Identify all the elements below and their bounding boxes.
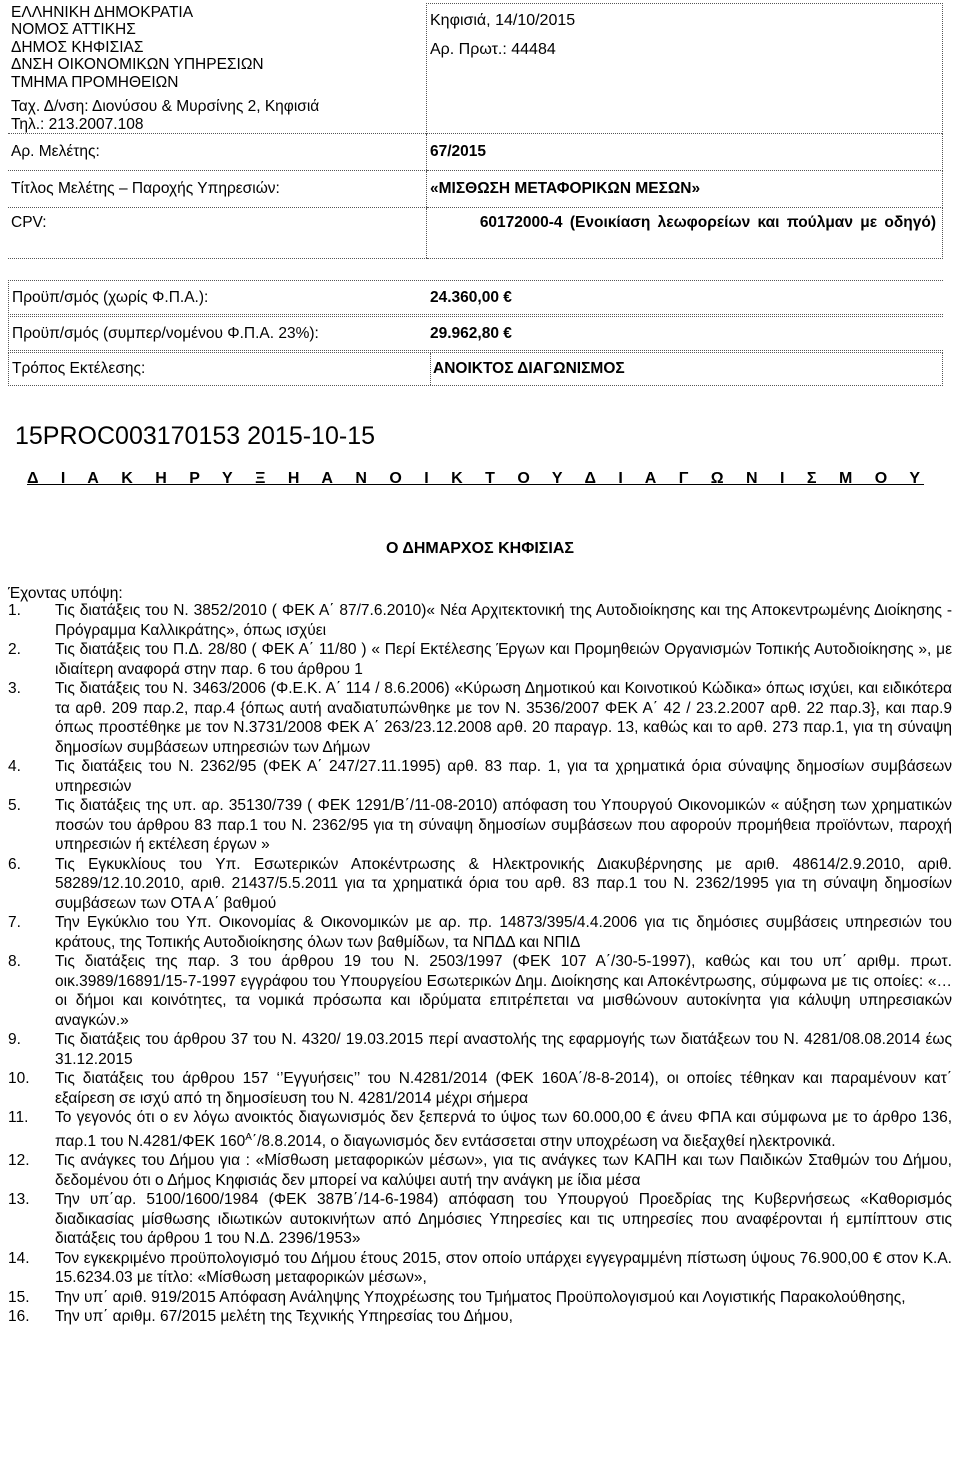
item-number: 15. bbox=[8, 1288, 30, 1306]
study-number-value: 67/2015 bbox=[427, 134, 943, 171]
budget-label: Προϋπ/σμός (χωρίς Φ.Π.Α.): bbox=[12, 288, 209, 306]
list-item bbox=[8, 952, 952, 1030]
item-number: 16. bbox=[8, 1308, 30, 1326]
cpv-label: CPV: bbox=[8, 208, 427, 259]
list-item bbox=[8, 1030, 952, 1069]
org-line: ΝΟΜΟΣ ΑΤΤΙΚΗΣ bbox=[11, 21, 136, 38]
cpv-value: 60172000-4 (Ενοικίαση λεωφορείων και πούλμαν με οδηγό) bbox=[427, 208, 943, 259]
org-line: ΤΜΗΜΑ ΠΡΟΜΗΘΕΙΩΝ bbox=[11, 73, 179, 91]
list-item bbox=[8, 1108, 952, 1151]
study-title-value: «ΜΙΣΘΩΣΗ ΜΕΤΑΦΟΡΙΚΩΝ ΜΕΣΩΝ» bbox=[427, 171, 943, 208]
budget-value: 24.360,00 € bbox=[430, 288, 512, 306]
item-text-superscript: Α bbox=[245, 1131, 252, 1143]
execution-method-row bbox=[8, 352, 943, 386]
list-item bbox=[8, 640, 952, 679]
list-item bbox=[8, 855, 952, 914]
item-number: 4. bbox=[8, 758, 21, 775]
list-item bbox=[8, 913, 952, 952]
study-number-row bbox=[8, 134, 943, 171]
list-item bbox=[8, 1151, 952, 1190]
item-number: 7. bbox=[8, 914, 21, 931]
item-text: Τις διατάξεις του Ν. 2362/95 (ΦΕΚ Α΄ 247/27.11.1995) αρθ. 83 παρ. 1, για τα χρηματικά όρια σύναψης δημοσίων συμβάσεων υπηρεσιών bbox=[55, 758, 952, 795]
item-text: Την υπ΄ αριθ. 919/2015 Απόφαση Ανάληψης Υποχρέωσης του Τμήματος Προϋπολογισμού και Λογιστικής Παρακολούθησης, bbox=[55, 1288, 906, 1306]
phone-line: Τηλ.: 213.2007.108 bbox=[11, 115, 144, 133]
item-text: Την υπ΄αρ. 5100/1600/1984 (ΦΕΚ 387Β΄/14-6-1984) απόφαση του Υπουργού Προεδρίας της Κυβερνήσεως «Καθορισμός διαδικασίας μίσθωσης ιδιωτικών αυτοκινήτων από Δημόσιες Υπηρεσίες και τις υπηρεσίες που αναφέρονται ή εμπίπτουν στις διατάξεις του άρθρου 1 του Ν.Δ. 2396/1953» bbox=[55, 1191, 952, 1248]
list-item bbox=[8, 1249, 952, 1288]
cpv-row bbox=[8, 208, 943, 259]
list-item bbox=[8, 1190, 952, 1249]
item-number: 12. bbox=[8, 1152, 30, 1170]
item-number: 2. bbox=[8, 641, 21, 658]
header-org-block bbox=[8, 4, 427, 134]
item-number: 13. bbox=[8, 1191, 30, 1209]
procurement-id: 15PROC003170153 2015-10-15 bbox=[15, 422, 375, 450]
header-table bbox=[8, 3, 943, 259]
study-title-label: Τίτλος Μελέτης – Παροχής Υπηρεσιών: bbox=[8, 171, 427, 208]
protocol-number: Αρ. Πρωτ.: 44484 bbox=[430, 40, 556, 58]
document-title bbox=[8, 470, 943, 488]
item-text: Τις διατάξεις της παρ. 3 του άρθρου 19 του Ν. 2503/1997 (ΦΕΚ 107 Α΄/30-5-1997), καθώς και του υπ΄ αριθμ. πρωτ. οικ.3989/16891/15-7-1997 εγγράφου του Υπουργείου Εσωτερικών Δημ. Διοίκησης και Αποκέντρωσης, σύμφωνα με τις οποίες: «…οι δήμοι και κοινότητες, τα νομικά πρόσωπα και ιδρύματα επιτρέπεται να μισθώνουν αυτοκίνητα για κάλυψη υπηρεσιακών αναγκών.» bbox=[55, 953, 952, 1029]
mayor-heading: Ο ΔΗΜΑΡΧΟΣ ΚΗΦΙΣΙΑΣ bbox=[386, 540, 574, 557]
header-org-row bbox=[8, 4, 943, 134]
item-text bbox=[55, 1108, 952, 1151]
item-number: 1. bbox=[8, 602, 21, 619]
item-number: 11. bbox=[8, 1109, 29, 1126]
address-line: Ταχ. Δ/νση: Διονύσου & Μυρσίνης 2, Κηφισιά bbox=[11, 98, 320, 115]
considerations-list bbox=[8, 601, 952, 1327]
item-text-part: Το γεγονός ότι ο εν λόγω ανοικτός διαγωνισμός δεν ξεπερνά το ύψος των 60.000,00 € άνευ ΦΠΑ και σύμφωνα με το άρθρο 136, παρ.1 του Ν.4281/ΦΕΚ 160 bbox=[55, 1109, 952, 1150]
budget-vat-row bbox=[8, 316, 943, 351]
item-number: 6. bbox=[8, 855, 21, 873]
org-line: ΔΝΣΗ ΟΙΚΟΝΟΜΙΚΩΝ ΥΠΗΡΕΣΙΩΝ bbox=[11, 56, 264, 73]
budget-vat-value: 29.962,80 € bbox=[430, 324, 512, 342]
item-text: Τις διατάξεις του Π.Δ. 28/80 ( ΦΕΚ Α΄ 11/80 ) « Περί Εκτέλεσης Έργων και Προμηθειών Οργανισμών Τοπικής Αυτοδιοίκησης », με ιδιαίτερη αναφορά στην παρ. 6 του άρθρου 1 bbox=[55, 641, 952, 678]
org-line: ΔΗΜΟΣ ΚΗΦΙΣΙΑΣ bbox=[11, 38, 144, 56]
list-item bbox=[8, 601, 952, 640]
item-text-part: ΄/8.8.2014, ο διαγωνισμός δεν εντάσσεται στην υποχρέωση να διεξαχθεί ηλεκτρονικά. bbox=[251, 1132, 836, 1150]
list-item bbox=[8, 1307, 952, 1327]
item-text: Την υπ΄ αριθμ. 67/2015 μελέτη της Τεχνικής Υπηρεσίας του Δήμου, bbox=[55, 1308, 513, 1326]
item-text: Την Εγκύκλιο του Υπ. Οικονομίας & Οικονομικών με αρ. πρ. 14873/395/4.4.2006 για τις δημόσιες συμβάσεις υπηρεσιών του κράτους, της Τοπικής Αυτοδιοίκησης όλων των βαθμίδων, τα ΝΠΔΔ και ΝΠΙΔ bbox=[55, 914, 952, 951]
place-date: Κηφισιά, 14/10/2015 bbox=[430, 12, 576, 29]
item-text: Τις διατάξεις του άρθρου 37 του Ν. 4320/ 19.03.2015 περί αναστολής της εφαρμογής των διατάξεων του Ν. 4281/08.08.2014 έως 31.12.2015 bbox=[55, 1031, 952, 1068]
item-text: Τις διατάξεις του Ν. 3463/2006 (Φ.Ε.Κ. Α΄ 114 / 8.6.2006) «Κύρωση Δημοτικού και Κοινοτικού Κώδικα» όπως ισχύει, και ειδικότερα τα αρθ. 209 παρ.2, παρ.4 {όπως αυτή αναδιατυπώνθηκε με τον Ν. 3536/2007 ΦΕΚ Α΄ 42 / 23.2.2007 αρθ. 22 παρ.3}, και παρ.9 όπως προστέθηκε με τον Ν.3731/2008 ΦΕΚ Α΄ 263/23.12.2008 αρθ. 20 παραγρ. 13, καθώς και το αρθ. 273 παρ.1, για τη σύναψη δημοσίων συμβάσεων υπηρεσιών των Δήμων bbox=[55, 680, 952, 756]
item-text: Τον εγκεκριμένο προϋπολογισμό του Δήμου έτους 2015, στον οποίο υπάρχει εγγεγραμμένη πίστωση ύψους 76.900,00 € στον Κ.Α. 15.6234.03 με τίτλο: «Μίσθωση μεταφορικών μέσων», bbox=[55, 1249, 952, 1287]
item-number: 10. bbox=[8, 1070, 30, 1087]
item-number: 3. bbox=[8, 680, 21, 697]
list-item bbox=[8, 1069, 952, 1108]
study-number-label: Αρ. Μελέτης: bbox=[8, 134, 427, 171]
document-title-text: Δ Ι Α Κ Η Ρ Υ Ξ Η Α Ν Ο Ι Κ Τ Ο Υ Δ Ι Α Γ Ω Ν Ι Σ Μ Ο Υ bbox=[26, 470, 925, 487]
date-protocol-block bbox=[427, 4, 943, 134]
item-text: Τις διατάξεις της υπ. αρ. 35130/739 ( ΦΕΚ 1291/Β΄/11-08-2010) απόφαση του Υπουργού Οικονομικών « αύξηση των χρηματικών ποσών του άρθρου 83 παρ.1 του Ν. 2362/95 για τη σύναψη δημοσίων συμβάσεων που αφορούν προμήθεια προϊόντων, παροχή υπηρεσιών ή εκτέλεση έργων » bbox=[55, 797, 952, 853]
item-text: Τις Εγκυκλίους του Υπ. Εσωτερικών Αποκέντρωσης & Ηλεκτρονικής Διακυβέρνησης με αριθ. 48614/2.9.2010, αριθ. 58289/12.10.2010, αριθ. 21437/5.5.2011 για τα χρηματικά όρια του αρθ. 83 παρ.1 του Ν. 2362/1995 για τη σύναψη δημοσίων συμβάσεων των ΟΤΑ Α΄ βαθμού bbox=[55, 855, 952, 912]
budget-block bbox=[8, 280, 943, 386]
budget-vat-label: Προϋπ/σμός (συμπερ/νομένου Φ.Π.Α. 23%): bbox=[12, 324, 319, 342]
budget-row bbox=[8, 280, 943, 315]
item-text: Τις διατάξεις του Ν. 3852/2010 ( ΦΕΚ Α΄ 87/7.6.2010)« Νέα Αρχιτεκτονική της Αυτοδιοίκησης και της Αποκεντρωμένης Διοίκησης - Πρόγραμμα Καλλικράτης», όπως ισχύει bbox=[55, 602, 952, 639]
item-number: 9. bbox=[8, 1031, 21, 1048]
org-line: ΕΛΛΗΝΙΚΗ ΔΗΜΟΚΡΑΤΙΑ bbox=[11, 3, 194, 21]
whereas-heading: Έχοντας υπόψη: bbox=[8, 585, 123, 602]
list-item bbox=[8, 1288, 952, 1308]
execution-method-value: ΑΝΟΙΚΤΟΣ ΔΙΑΓΩΝΙΣΜΟΣ bbox=[430, 353, 942, 385]
item-number: 5. bbox=[8, 797, 21, 814]
item-text: Τις ανάγκες του Δήμου για : «Μίσθωση μεταφορικών μέσων», για τις ανάγκες των ΚΑΠΗ και των Παιδικών Σταθμών του Δήμου, δεδομένου ότι ο Δήμος Κηφισιάς δεν μπορεί να καλύψει αυτή την ανάγκη με ίδια μέσα bbox=[55, 1152, 952, 1189]
item-number: 8. bbox=[8, 953, 21, 970]
execution-method-label: Τρόπος Εκτέλεσης: bbox=[12, 360, 146, 377]
study-title-row bbox=[8, 171, 943, 208]
item-text: Τις διατάξεις του άρθρου 157 ‘’Εγγυήσεις’’ του Ν.4281/2014 (ΦΕΚ 160Α΄/8-8-2014), οι οποίες τέθηκαν και παραμένουν κατ΄ εξαίρεση σε ισχύ από τη δημοσίευση του Ν. 4281/2014 μέχρι σήμερα bbox=[55, 1070, 952, 1107]
list-item bbox=[8, 679, 952, 757]
item-number: 14. bbox=[8, 1249, 30, 1267]
list-item bbox=[8, 796, 952, 855]
list-item bbox=[8, 757, 952, 796]
